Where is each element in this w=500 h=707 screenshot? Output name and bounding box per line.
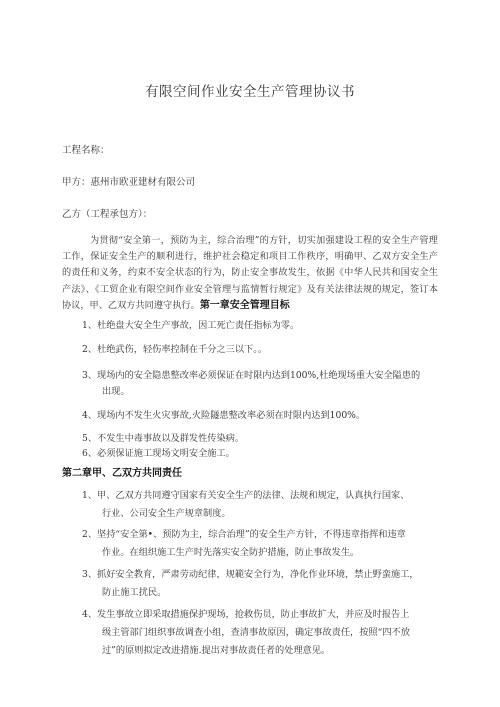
chapter1-item	[82, 318, 438, 334]
party-b-line: 乙方（工程承包方）：	[62, 209, 153, 220]
chapter2-item-line: 级主管部门组织事故调查小组，查清事故原因，确定事故责任，按照“四不放	[102, 627, 410, 638]
chapter2-item	[82, 526, 440, 562]
chapter1-item	[82, 431, 438, 447]
chapter1-item-text: 5、不发生中毒事故以及群发性传染病。	[82, 433, 245, 444]
chapter1-heading: 第一章安全管理目标	[199, 299, 290, 311]
chapter2-item-line: 过”的原则拟定改进措施.提出对事故责任者的处理意见。	[102, 645, 331, 656]
chapter2-item	[82, 606, 440, 660]
chapter1-item	[82, 368, 438, 401]
chapter2-item-line: 防止施工扰民。	[102, 587, 167, 598]
party-a-line: 甲方：惠州市欧亚建材有限公司	[62, 177, 196, 188]
chapter2-item-line: 1、甲、乙双方共同遵守国家有关安全生产的法律、法规和规定，认真执行国家、	[82, 490, 410, 501]
chapter1-item-text: 4、现场内不发生火灾事故,火险隧患整改率必须在时限内达到100%。	[82, 410, 366, 421]
chapter2-item-line: 3、抓好安全教育，严肃劳动纪律，规範安全行为，净化作业环境，禁止野蛮施工，	[82, 569, 419, 580]
chapter2-item	[82, 566, 440, 602]
project-name-label: 工程名称：	[62, 145, 110, 156]
chapter2-item-line: 作业。在组织施工生产时先落实安全防护措施，防止事故发生。	[102, 547, 360, 558]
intro-paragraph	[62, 233, 438, 314]
chapter2-heading: 第二章甲、乙双方共同责任	[62, 468, 182, 479]
intro-text: 为贯彻“安全第一，预防为主，综合治理”的方针，切实加强建设工程的安全生产管理工作，保证安全生产的顺利进行，维护社会稳定和项目工作秩序，明确甲、乙双方安全生产的责任和义务，约束不安全状态的行为，防止安全事故发生，依据《中华人民共和国安全生产法》、《工贸企业有限空间作业安全管理与监情暂行规定》及有关法律法规的规定，签订本协议，甲、乙双方共同遵守执行。	[62, 235, 438, 311]
chapter1-item	[82, 408, 438, 424]
chapter1-item-text: 3、现场内的安全隐患整改率必须保证在时限内达到100%,杜绝现场重大安全隘患的	[82, 370, 421, 381]
chapter1-item	[82, 446, 438, 462]
chapter2-item-line: 行业、公司安全生产规章制度。	[102, 508, 231, 519]
chapter2-item-line: 4、发生事故立即采取措施保护现场，抢救伤员，防止事故扩大，并应及时报告上	[82, 609, 410, 620]
document-title: 有限空间作业安全生产管理协议书	[145, 84, 355, 100]
chapter2-item	[82, 487, 440, 523]
chapter1-item-text: 6、必须保证施工现场文明安全施工。	[82, 448, 235, 459]
chapter1-item	[82, 342, 438, 358]
chapter1-item-text: 2、杜绝武伤，轻伤率控制在千分之三以下。。	[82, 344, 267, 355]
chapter1-item-continuation: 出现。	[102, 386, 130, 398]
chapter1-item-text: 1、杜绝盘大安全生产事故，因工死亡责任指标为零。	[82, 320, 300, 331]
chapter2-item-line: 2、坚持“安全第•、预防为主，综合治理”的安全生产方针，不得违章指挥和违章	[82, 529, 406, 540]
